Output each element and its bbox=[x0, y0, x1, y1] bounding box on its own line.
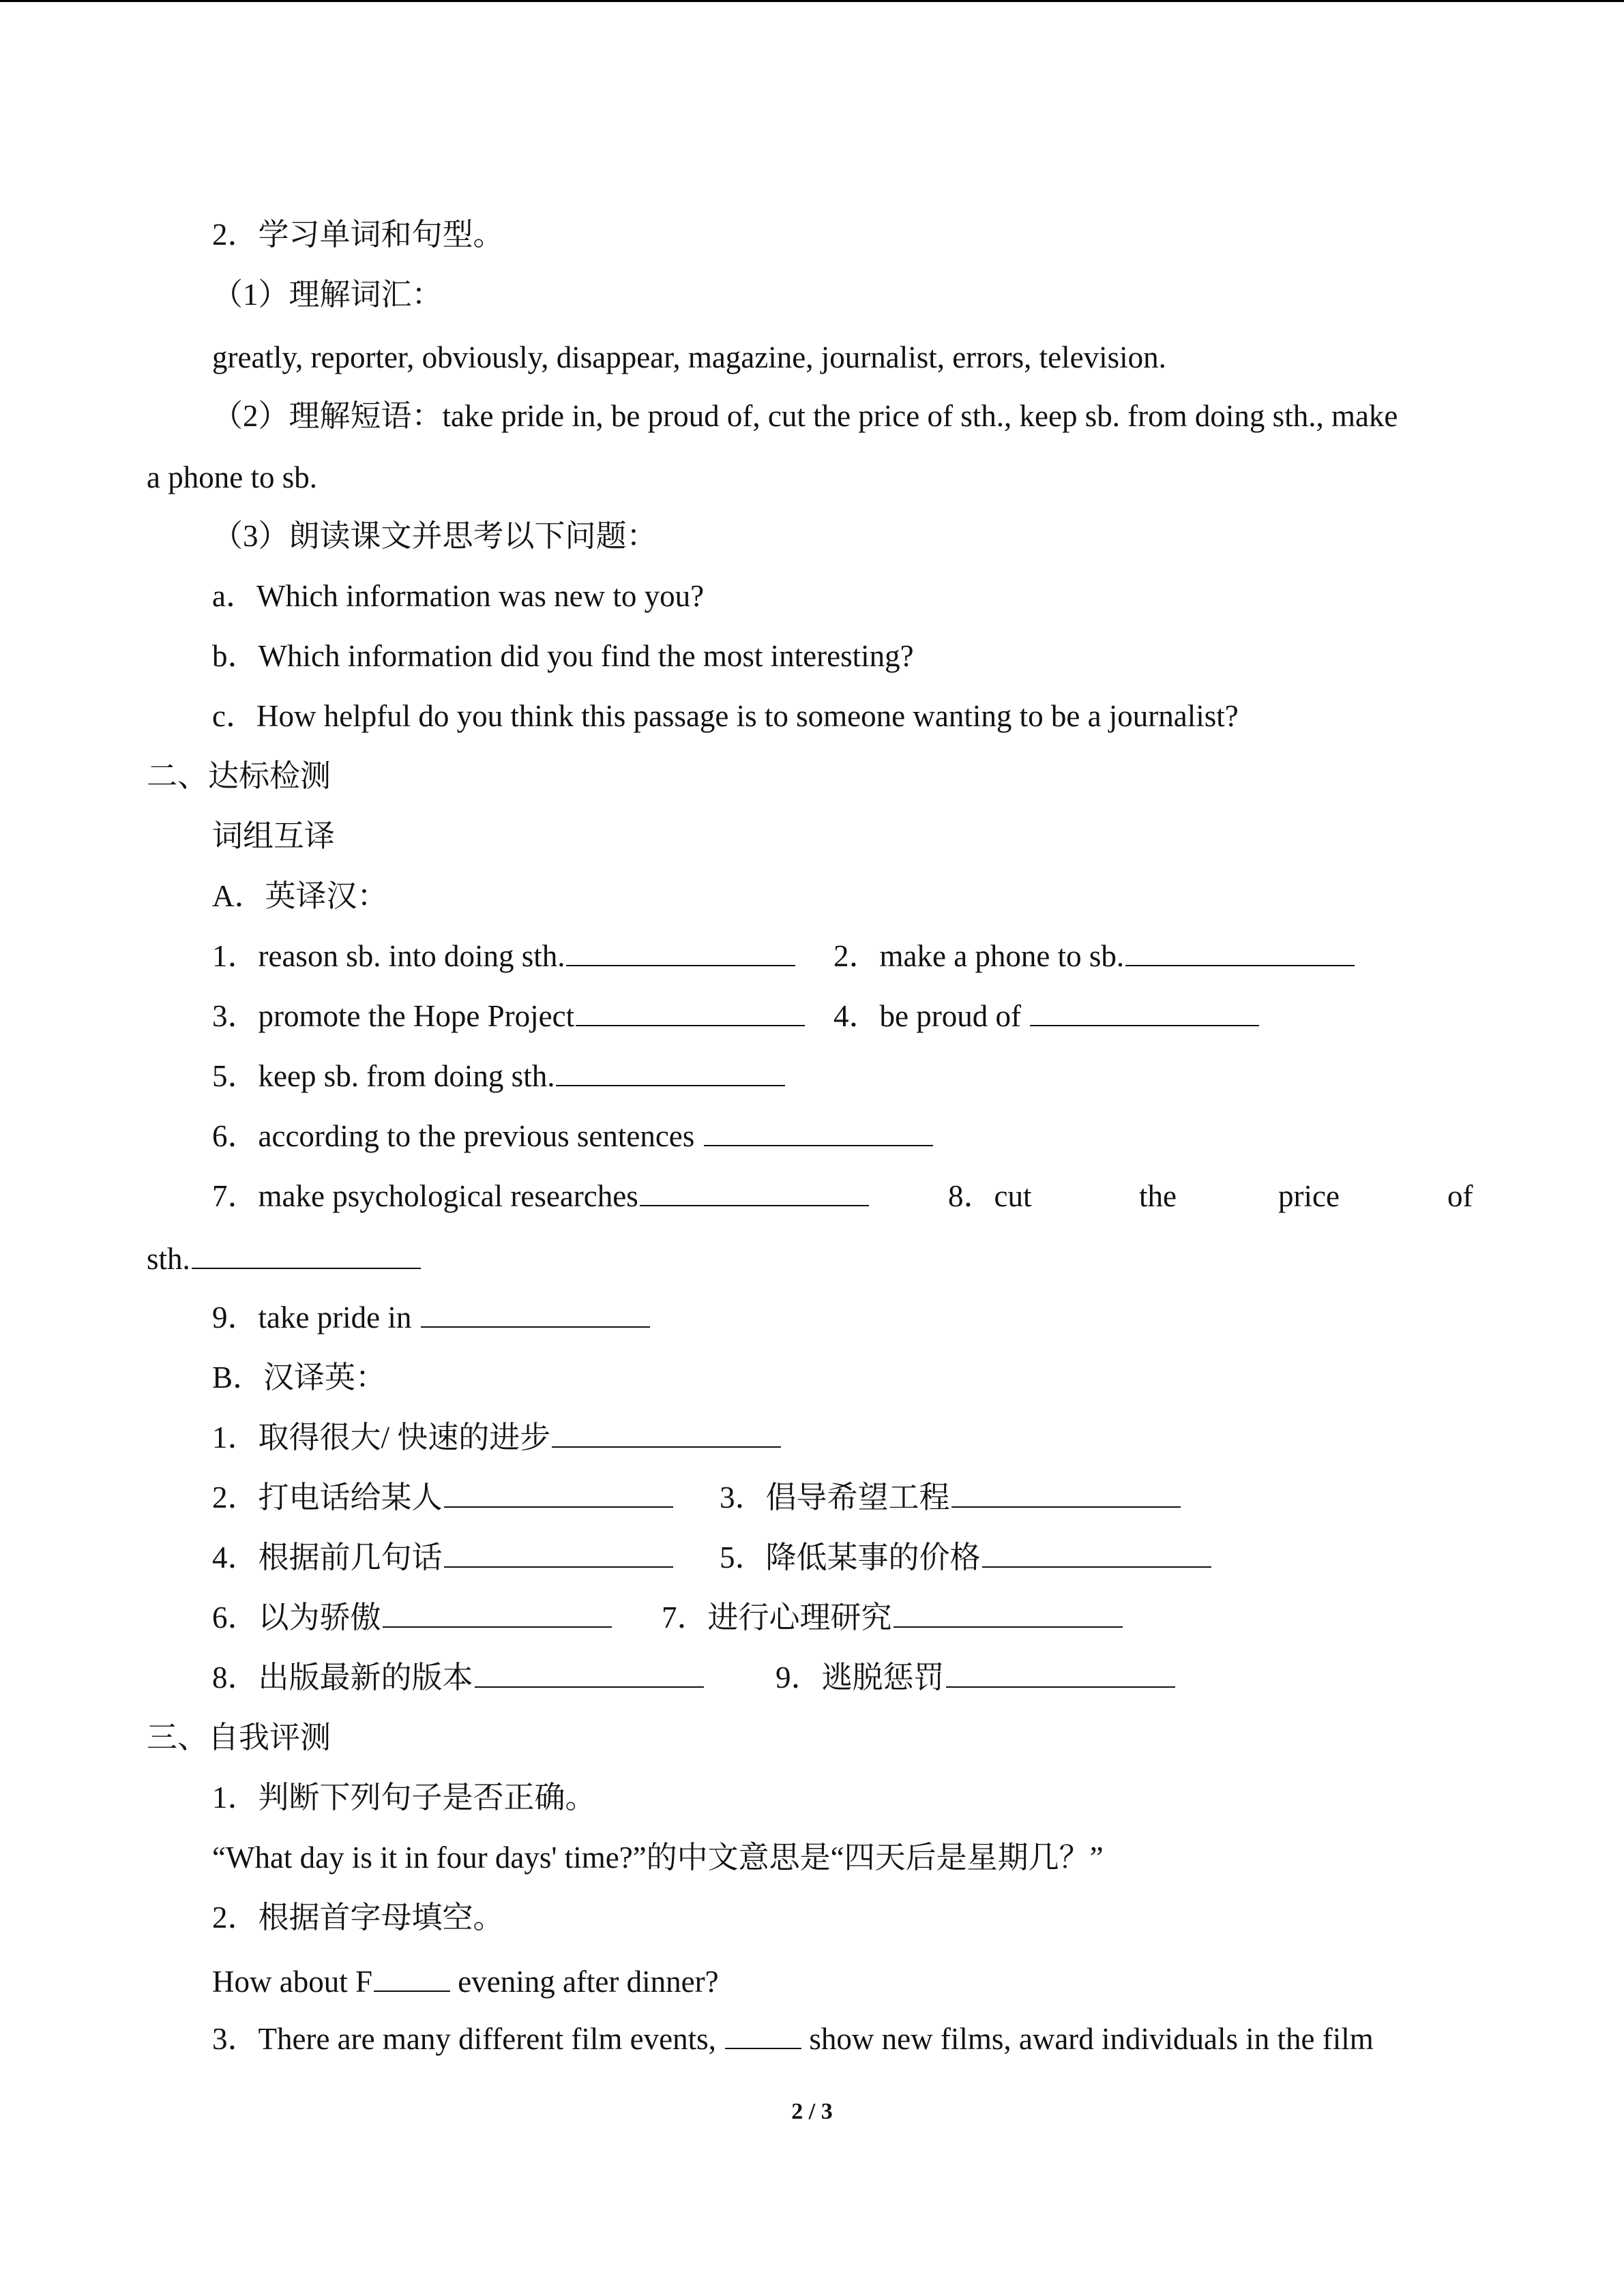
vocab-label: （1）理解词汇： bbox=[212, 278, 443, 312]
part-a-item-5: 5．keep sb. from doing sth. bbox=[212, 1056, 785, 1097]
part-b-item-2: 2．打电话给某人 bbox=[212, 1477, 673, 1518]
part-a-item-3: 3．promote the Hope Project bbox=[212, 996, 805, 1037]
part-a-item-8-word-3: price bbox=[1278, 1179, 1340, 1213]
part-a-item-8-cont: sth. bbox=[147, 1238, 421, 1279]
answer-blank[interactable] bbox=[894, 1598, 1123, 1628]
answer-blank[interactable] bbox=[946, 1658, 1175, 1688]
question-b: b．Which information did you find the most interesting? bbox=[212, 639, 914, 673]
section-heading-words: 2．学习单词和句型。 bbox=[212, 218, 504, 252]
answer-blank[interactable] bbox=[982, 1538, 1211, 1568]
answer-blank[interactable] bbox=[704, 1116, 933, 1146]
section-heading-self-test: 三、自我评测 bbox=[147, 1720, 331, 1755]
self-test-q3-text: 3．There are many different film events, show new films, award individuals in the film bbox=[212, 2018, 1374, 2059]
answer-blank[interactable] bbox=[552, 1418, 781, 1448]
page-number: 2 / 3 bbox=[791, 2099, 833, 2124]
part-b-item-7: 7．进行心理研究 bbox=[662, 1597, 1123, 1638]
part-a-item-1: 1．reason sb. into doing sth. bbox=[212, 936, 795, 976]
question-c: c．How helpful do you think this passage is to someone wanting to be a journalist? bbox=[212, 699, 1239, 733]
part-a-item-6: 6．according to the previous sentences bbox=[212, 1116, 933, 1157]
self-test-q2-label: 2．根据首字母填空。 bbox=[212, 1900, 504, 1935]
part-b-item-3: 3．倡导希望工程 bbox=[720, 1477, 1181, 1518]
part-b-item-8: 8．出版最新的版本 bbox=[212, 1657, 704, 1698]
part-a-item-7: 7．make psychological researches bbox=[212, 1176, 869, 1217]
self-test-q1-text: “What day is it in four days' time?”的中文意思是“四天后是星期几？” bbox=[212, 1840, 1104, 1875]
answer-blank[interactable] bbox=[1125, 936, 1355, 966]
phrase-line-1: （2）理解短语：take pride in, be proud of, cut the price of sth., keep sb. from doing sth., make bbox=[212, 399, 1398, 433]
read-label: （3）朗读课文并思考以下问题： bbox=[212, 519, 658, 553]
sub-heading-translate: 词组互译 bbox=[212, 819, 336, 853]
vocab-list: greatly, reporter, obviously, disappear, magazine, journalist, errors, television. bbox=[212, 340, 1166, 374]
answer-blank[interactable] bbox=[576, 996, 805, 1026]
part-b-item-1: 1．取得很大/ 快速的进步 bbox=[212, 1417, 781, 1458]
part-b-label: B．汉译英： bbox=[212, 1360, 387, 1395]
phrase-line-2: a phone to sb. bbox=[147, 460, 317, 494]
part-a-item-8-word-4: of bbox=[1447, 1179, 1473, 1213]
part-b-item-4: 4．根据前几句话 bbox=[212, 1537, 673, 1578]
answer-blank[interactable] bbox=[1030, 996, 1259, 1026]
answer-blank[interactable] bbox=[475, 1658, 704, 1688]
answer-blank[interactable] bbox=[725, 2019, 801, 2049]
part-b-item-9: 9．逃脱惩罚 bbox=[776, 1657, 1175, 1698]
answer-blank[interactable] bbox=[444, 1538, 673, 1568]
part-a-label: A．英译汉： bbox=[212, 879, 388, 913]
answer-blank[interactable] bbox=[951, 1478, 1181, 1508]
self-test-q2-text: How about F evening after dinner? bbox=[212, 1961, 719, 2002]
answer-blank[interactable] bbox=[192, 1239, 421, 1269]
answer-blank[interactable] bbox=[374, 1962, 450, 1992]
part-a-item-8-word-2: the bbox=[1139, 1179, 1177, 1213]
section-heading-check: 二、达标检测 bbox=[147, 759, 331, 793]
answer-blank[interactable] bbox=[640, 1176, 869, 1206]
top-border-line bbox=[0, 0, 1624, 2]
part-a-item-8-word-1: 8．cut bbox=[948, 1179, 1032, 1213]
answer-blank[interactable] bbox=[444, 1478, 673, 1508]
answer-blank[interactable] bbox=[566, 936, 795, 966]
answer-blank[interactable] bbox=[421, 1298, 650, 1328]
part-a-item-9: 9．take pride in bbox=[212, 1297, 650, 1338]
part-b-item-5: 5．降低某事的价格 bbox=[720, 1537, 1211, 1578]
answer-blank[interactable] bbox=[556, 1056, 785, 1086]
question-a: a．Which information was new to you? bbox=[212, 579, 705, 613]
part-b-item-6: 6．以为骄傲 bbox=[212, 1597, 612, 1638]
part-a-item-2: 2．make a phone to sb. bbox=[833, 936, 1355, 976]
self-test-q1-label: 1．判断下列句子是否正确。 bbox=[212, 1780, 596, 1815]
answer-blank[interactable] bbox=[383, 1598, 612, 1628]
part-a-item-4: 4．be proud of bbox=[833, 996, 1259, 1037]
